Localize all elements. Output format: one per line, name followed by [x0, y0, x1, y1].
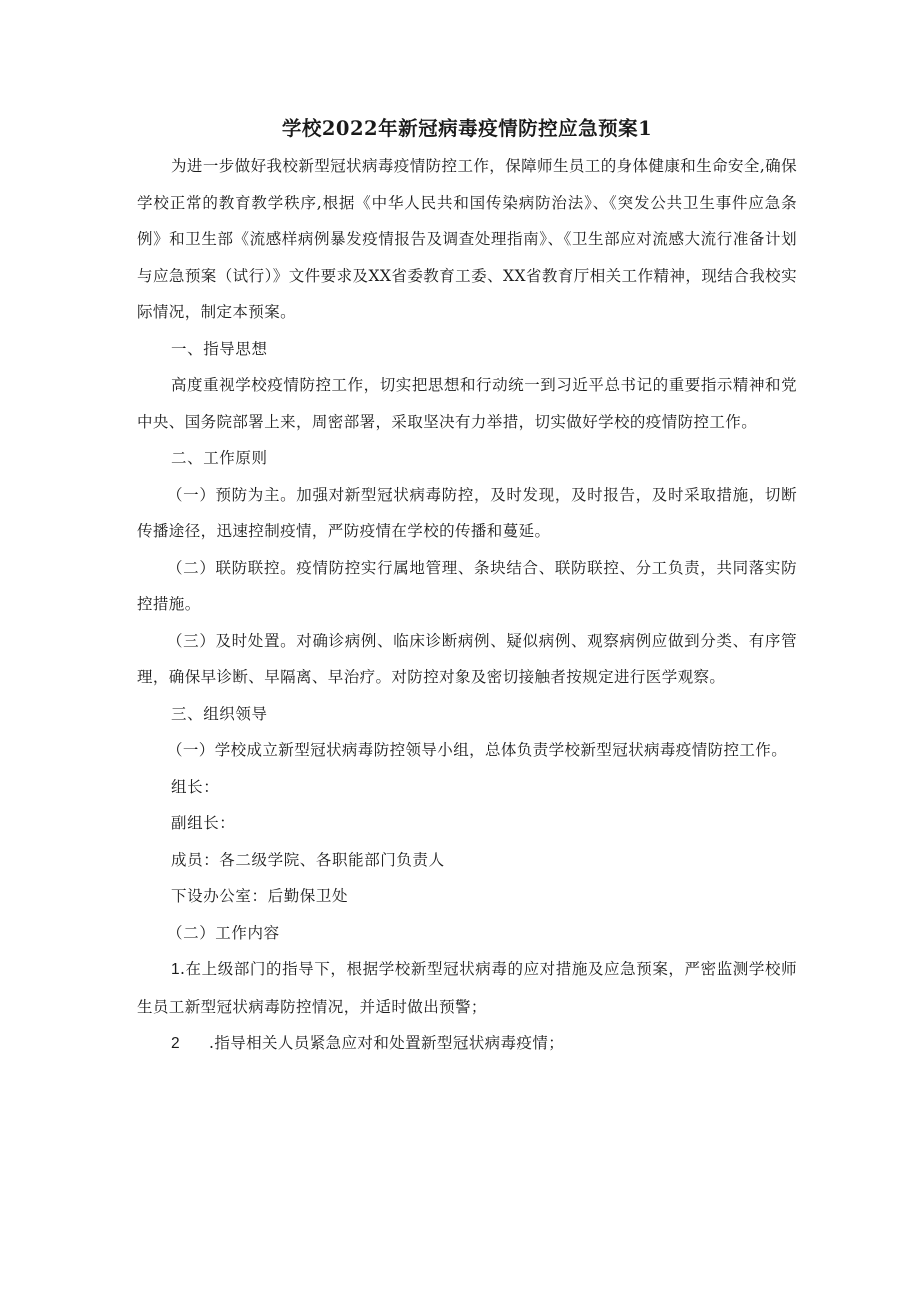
intro-paragraph: 为进一步做好我校新型冠状病毒疫情防控工作，保障师生员工的身体健康和生命安全,确保学校正常的教育教学秩序,根据《中华人民共和国传染病防治法》、《突发公共卫生事件应急条例》和卫生部《流感样病例暴发疫情报告及调查处理指南》、《卫生部应对流感大流行准备计划与应急预案（试行）》文件要求及XX省委教育工委、XX省教育厅相关工作精神，现结合我校实际情况，制定本预案。	[137, 157, 797, 321]
task-item-1-text: .在上级部门的指导下，根据学校新型冠状病毒的应对措施及应急预案，严密监测学校师生员工新型冠状病毒防控情况，并适时做出预警；	[137, 960, 797, 1016]
task-item-1	[137, 951, 797, 1025]
principle-timely-handling: （三）及时处置。对确诊病例、临床诊断病例、疑似病例、观察病例应做到分类、有序管理，确保早诊断、早隔离、早治疗。对防控对象及密切接触者按规定进行医学观察。	[137, 631, 797, 686]
guiding-ideology-paragraph: 高度重视学校疫情防控工作，切实把思想和行动统一到习近平总书记的重要指示精神和党中央、国务院部署上来，周密部署，采取坚决有力举措，切实做好学校的疫情防控工作。	[137, 376, 797, 431]
task-item-2	[137, 1025, 797, 1063]
task-item-1-number: 1	[171, 961, 181, 978]
section-heading-guiding-ideology: 一、指导思想	[171, 339, 268, 358]
organization-group-paragraph: （一）学校成立新型冠状病毒防控领导小组，总体负责学校新型冠状病毒疫情防控工作。	[167, 741, 788, 759]
members-line: 成员：各二级学院、各职能部门负责人	[171, 850, 445, 869]
office-line: 下设办公室：后勤保卫处	[171, 887, 349, 905]
task-item-2-text: .指导相关人员紧急应对和处置新型冠状病毒疫情；	[209, 1034, 565, 1052]
section-heading-work-principles: 二、工作原则	[171, 449, 268, 467]
section-heading-organization: 三、组织领导	[171, 704, 268, 723]
document-title: 学校2022年新冠病毒疫情防控应急预案1	[281, 117, 653, 140]
principle-joint-control: （二）联防联控。疫情防控实行属地管理、条块结合、联防联控、分工负责，共同落实防控措施。	[137, 558, 797, 613]
work-content-heading: （二）工作内容	[167, 923, 280, 942]
document-page	[137, 114, 797, 1063]
task-item-2-number: 2	[171, 1035, 181, 1052]
group-leader-line: 组长：	[171, 777, 220, 796]
deputy-leader-line: 副组长：	[171, 814, 236, 832]
principle-prevention: （一）预防为主。加强对新型冠状病毒防控，及时发现，及时报告，及时采取措施，切断传播途径，迅速控制疫情，严防疫情在学校的传播和蔓延。	[137, 485, 797, 540]
